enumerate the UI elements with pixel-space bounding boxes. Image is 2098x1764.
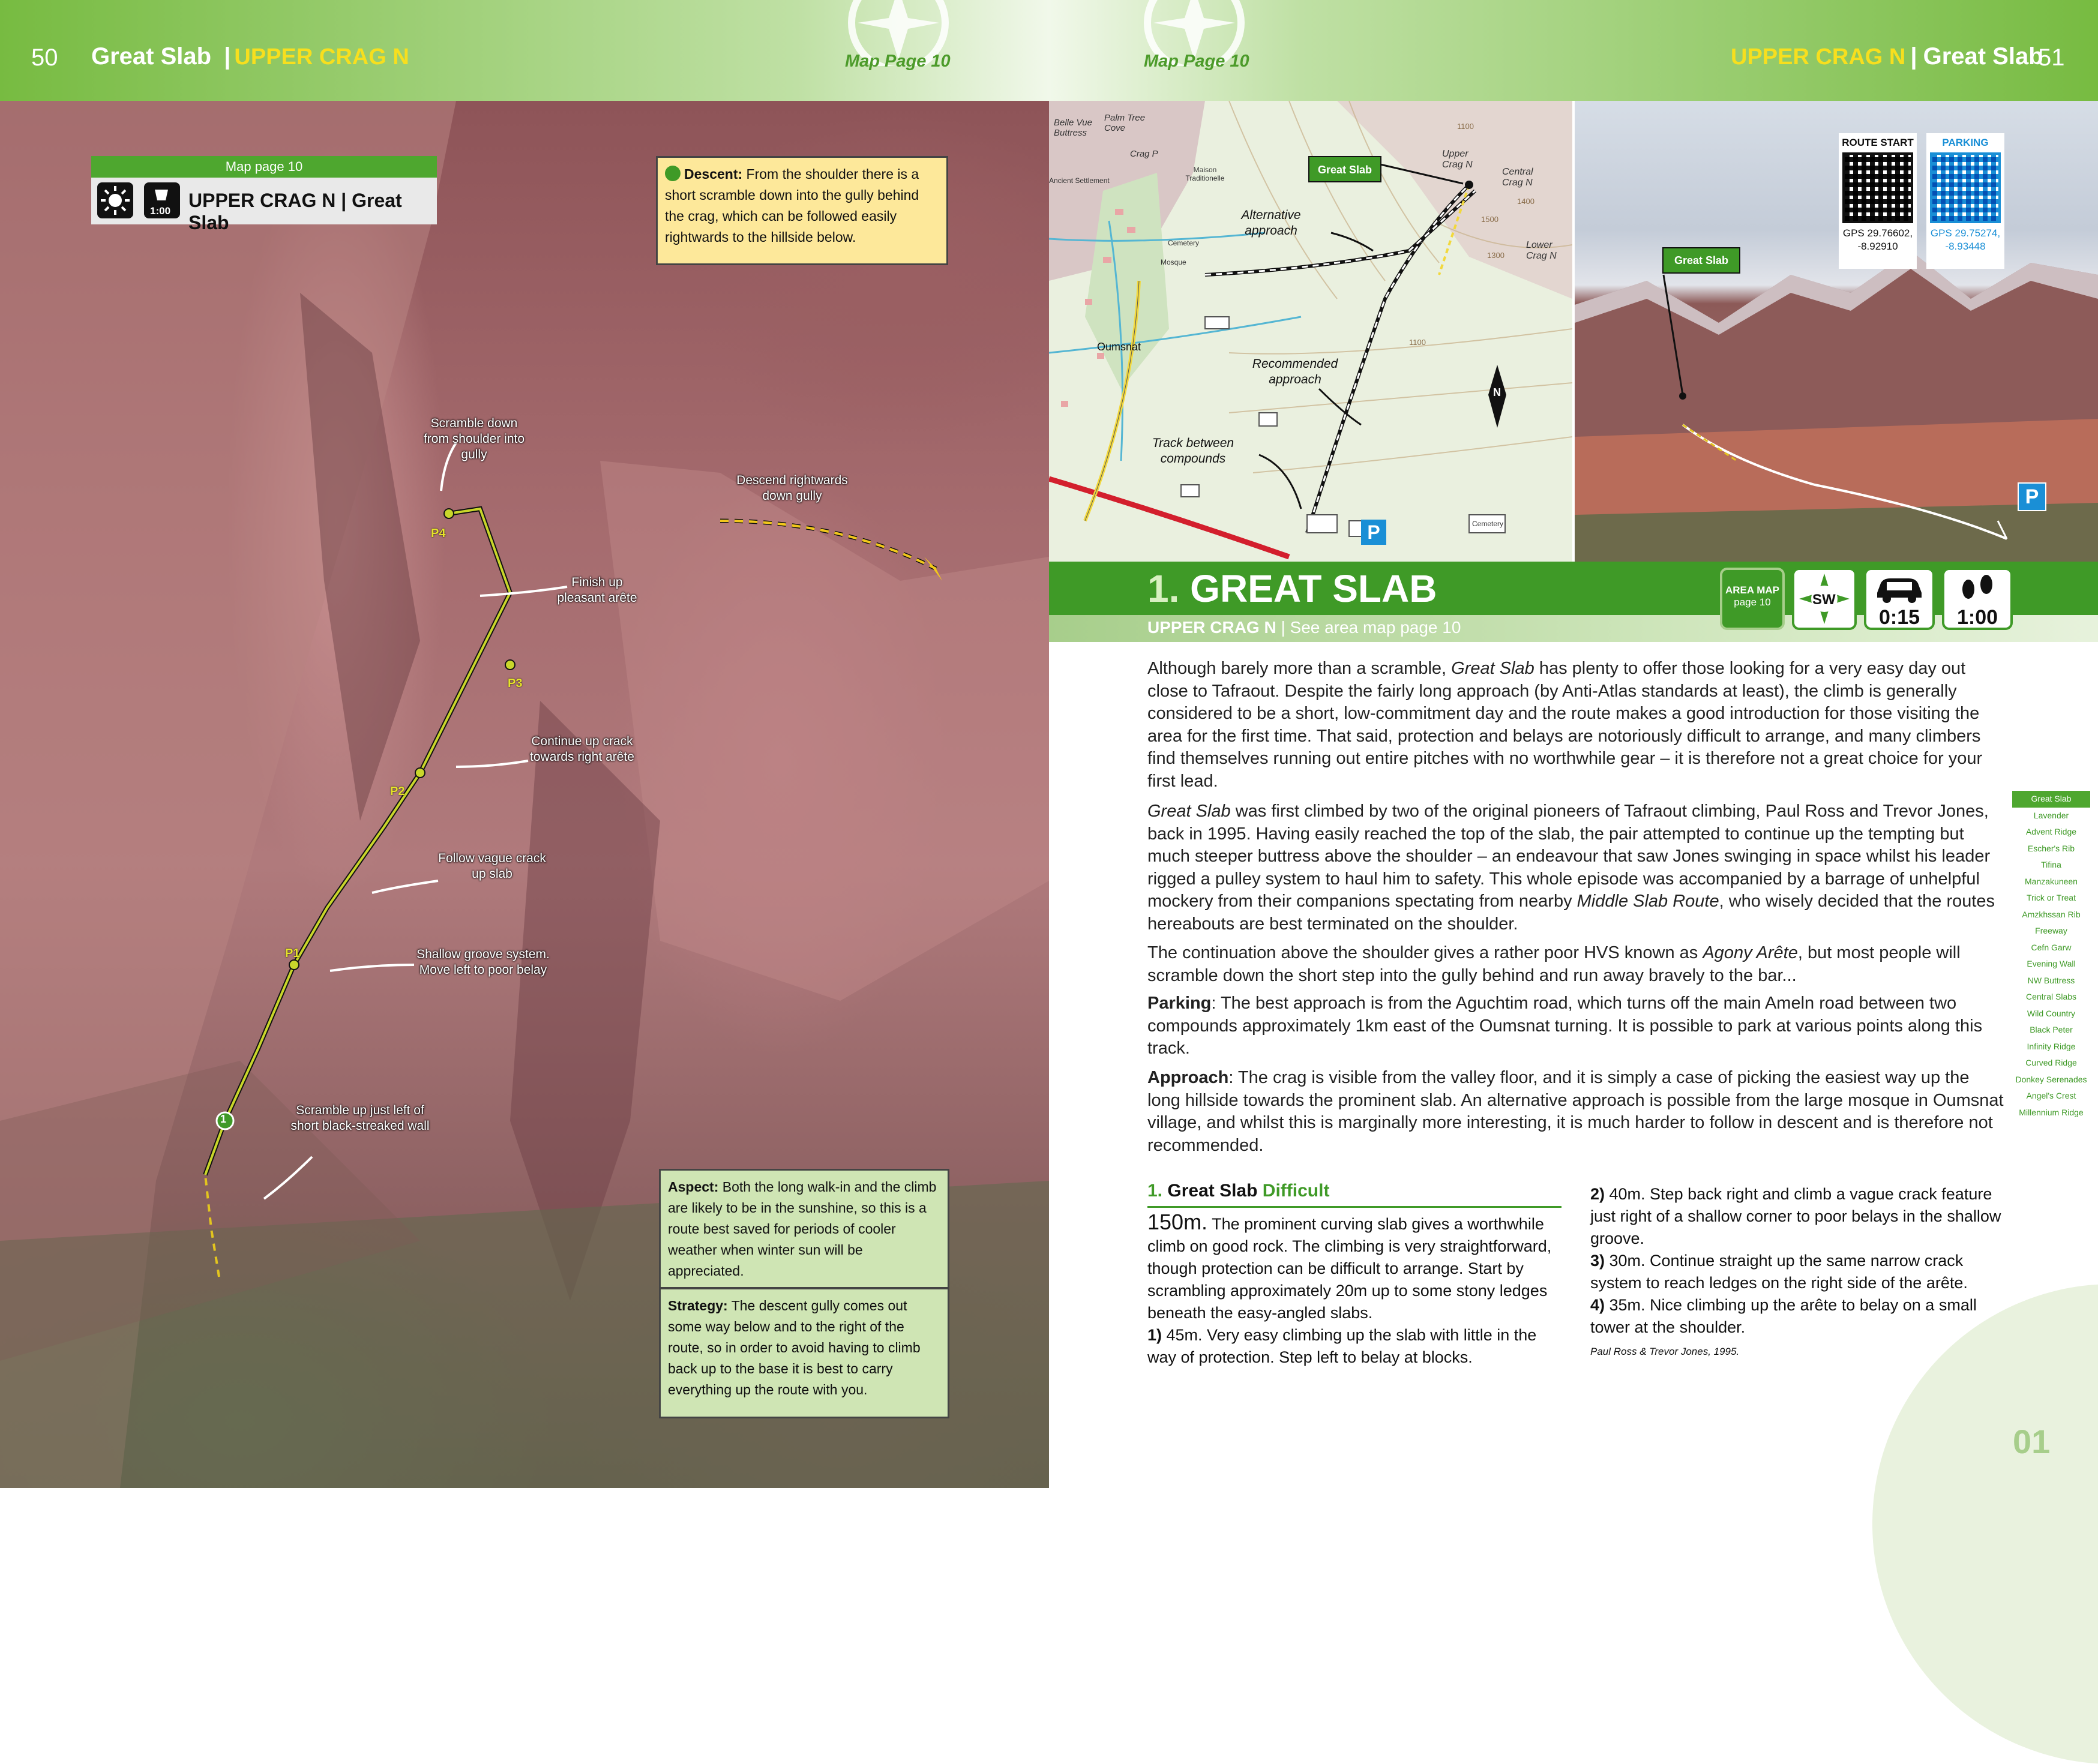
side-index-item[interactable]: Black Peter (2030, 1025, 2073, 1034)
right-header-title: UPPER CRAG N | Great Slab (1731, 43, 2043, 70)
map-track-between: Track between compounds (1152, 436, 1234, 466)
aspect-badge: SW (1792, 568, 1857, 630)
pitch-label-p2: P2 (390, 785, 405, 798)
map-page-link-right[interactable]: Map Page 10 (1144, 52, 1249, 71)
map-place-maison: Maison Traditionelle (1185, 166, 1225, 182)
side-index-item[interactable]: Millennium Ridge (2019, 1107, 2084, 1117)
map-place-cemetery-2: Cemetery (1472, 520, 1504, 528)
map-contour-4: 1500 (1481, 215, 1498, 224)
note-finish-up: Finish up pleasant arête (557, 575, 637, 605)
side-index-item[interactable]: NW Buttress (2027, 975, 2075, 985)
page-header (0, 0, 2098, 101)
approach-paragraph: Approach: The crag is visible from the valley floor, and it is simply a case of picking the easiest way up the long hillside towards the prominent slab. An alternative approach is possible from the large mosque in Oumsnat village, and whilst this is marginally more interesting, it is much harder to follow in descent and is therefore not recommended. (1147, 1068, 2004, 1155)
intro-paragraph: Although barely more than a scramble, Great Slab has plenty to offer those looking for a very easy day out close to Tafraout. Despite the fairly long approach (by Anti-Atlas standards at least), the climb is generally considered to be a short, low-commitment day and the route makes a good introduction for those visiting the area for the first time. That said, protection and belays are notoriously difficult to arrange, and many climbers find themselves running out entire pitches with no worthwhile gear – it is therefore not a great choice for your first lead. (1147, 659, 1983, 791)
map-place-belle-vue: Belle Vue Buttress (1054, 118, 1092, 138)
sun-icon (97, 182, 133, 218)
map-place-oumsnat: Oumsnat (1097, 341, 1141, 353)
map-contour-2: 1300 (1487, 251, 1504, 260)
map-alt-approach: Alternative approach (1241, 208, 1301, 238)
north-arrow-icon: N (1493, 386, 1501, 398)
route-heading: 1. GREAT SLAB (1147, 567, 1437, 610)
descent-icon (665, 166, 681, 181)
route-start-qr-card[interactable]: ROUTE START GPS 29.76602, -8.92910 (1839, 133, 1917, 269)
drive-time-badge: 0:15 (1864, 568, 1935, 630)
qr-code-icon (1842, 152, 1913, 223)
map-rec-approach: Recommended approach (1252, 357, 1338, 386)
car-icon (1866, 570, 1932, 604)
side-index-item[interactable]: Trick or Treat (2027, 893, 2076, 902)
side-index-item[interactable]: Lavender (2033, 810, 2069, 820)
map-place-lower-crag: Lower Crag N (1526, 240, 1557, 261)
side-index-item[interactable]: Curved Ridge (2025, 1058, 2077, 1067)
pitch-label-p3: P3 (508, 677, 523, 690)
map-place-upper-crag: Upper Crag N (1442, 149, 1473, 170)
route-description-left: 150m. The prominent curving slab gives a worthwhile climb on good rock. The climbing is very straightforward, though protection can be difficult to arrange. Start by scrambling approximately 20m up to some stony ledges beneath the easy-angled slabs. 1) 45m. Very easy climbing up the slab with little in the way of protection. Step left to belay at blocks. (1147, 1210, 1552, 1366)
note-scramble-down: Scramble down from shoulder into gully (423, 416, 525, 461)
side-index-item[interactable]: Angel's Crest (2026, 1091, 2076, 1100)
side-index-item[interactable]: Manzakuneen (2025, 876, 2078, 886)
crag-overview-photo (1575, 101, 2098, 562)
map-label-great-slab: Great Slab (1308, 156, 1381, 182)
map-contour-3: 1400 (1517, 197, 1534, 206)
map-contour-5: 1100 (1409, 338, 1426, 347)
side-index-item[interactable]: Freeway (2035, 926, 2067, 935)
side-index-item[interactable]: Tifina (2041, 860, 2061, 869)
map-place-palm-tree: Palm Tree Cove (1104, 113, 1146, 133)
left-header-title: Great Slab | UPPER CRAG N (91, 43, 409, 70)
route-side-index (2012, 791, 2090, 1121)
side-index-item[interactable]: Central Slabs (2025, 992, 2077, 1001)
section-number: 01 (2013, 1423, 2051, 1460)
note-follow-vague: Follow vague crack up slab (438, 851, 546, 881)
route-start-number: 1 (220, 1113, 227, 1125)
left-page-number: 50 (31, 44, 58, 71)
footprints-icon (1944, 570, 2010, 604)
continuation-paragraph: The continuation above the shoulder gives a rather poor HVS known as Agony Arête, but most people will scramble down the short step into the gully behind and run away bravely to the bar... (1147, 943, 1961, 985)
walk-time-badge: 1:00 (1942, 568, 2013, 630)
route-description-right: 2) 40m. Step back right and climb a vague crack feature just right of a shallow corner to poor belays in the shallow groove. 3) 30m. Continue straight up the same narrow crack system to reach ledges on the right side of the arête. 4) 35m. Nice climbing up the arête to belay on a small tower at the shoulder. Paul Ross & Trevor Jones, 1995. (1590, 1185, 2001, 1357)
map-contour-1: 1100 (1457, 122, 1474, 131)
topo-title: UPPER CRAG N | Great Slab (188, 190, 402, 233)
side-index-item[interactable]: Escher's Rib (2027, 843, 2075, 853)
topo-title-bar (91, 178, 437, 233)
topo-map-page-label: Map page 10 (91, 156, 437, 178)
photo-parking-marker: P (2018, 482, 2046, 511)
strategy-box: Strategy: The descent gully comes out some way below and to the right of the route, so in order to avoid having to climb back up to the base it is best to carry everything up the route with you. (659, 1288, 949, 1418)
route-divider (1147, 1206, 1561, 1208)
crag-topo-photo (0, 101, 1049, 1488)
approach-map (1049, 101, 1572, 562)
area-map-badge[interactable]: AREA MAP page 10 (1720, 568, 1785, 630)
route-name-line: 1. Great Slab Difficult (1147, 1181, 1330, 1201)
side-index-item[interactable]: Wild Country (2027, 1008, 2076, 1018)
aspect-box: Aspect: Both the long walk-in and the climb are likely to be in the sunshine, so this is a route best saved for periods of cooler weather when winter sun will be appreciated. (659, 1169, 949, 1289)
map-place-central-crag: Central Crag N (1502, 167, 1533, 188)
map-place-crag-p: Crag P (1130, 149, 1158, 159)
route-subheading: UPPER CRAG N | See area map page 10 (1147, 618, 1461, 637)
note-shallow-groove: Shallow groove system. Move left to poor belay (416, 947, 550, 977)
right-page-number: 51 (2038, 44, 2065, 71)
note-continue-up: Continue up crack towards right arête (530, 734, 634, 764)
descent-box: Descent: From the shoulder there is a short scramble down into the gully behind the crag, which can be followed easily rightwards to the hillside below. (656, 156, 948, 265)
side-index-item[interactable]: Advent Ridge (2025, 827, 2077, 836)
map-place-mosque: Mosque (1161, 258, 1186, 266)
side-index-item[interactable]: Cefn Garw (2031, 942, 2072, 952)
map-place-cemetery-1: Cemetery (1168, 239, 1200, 247)
note-scramble-up: Scramble up just left of short black-streaked wall (290, 1103, 430, 1133)
history-paragraph: Great Slab was first climbed by two of the original pioneers of Tafraout climbing, Paul Ross and Trevor Jones, back in 1995. Having easily reached the top of the slab, the pair attempted to continue up the tempting but much steeper buttress above the shoulder – an endeavour that saw Jones swinging in space whilst his leader rigged a pulley system to haul him to safety. This whole episode was accompanied by a barrage of unhelpful mockery from their companions spectating from nearby Middle Slab Route, who wisely decided that the routes hereabouts are best terminated on the shoulder. (1147, 802, 1995, 934)
map-page-link-left[interactable]: Map Page 10 (845, 52, 951, 71)
map-parking-marker: P (1361, 520, 1386, 545)
side-index-item[interactable]: Evening Wall (2027, 959, 2076, 968)
side-index-item[interactable]: Amzkhssan Rib (2022, 909, 2081, 919)
photo-label-great-slab: Great Slab (1662, 247, 1740, 274)
side-index-item[interactable]: Infinity Ridge (2027, 1041, 2076, 1051)
note-descend-rightwards: Descend rightwards down gully (736, 473, 848, 503)
side-index-item[interactable]: Great Slab (2012, 791, 2090, 808)
walk-time-icon: 1:00 (144, 182, 180, 218)
side-index-item[interactable]: Donkey Serenades (2015, 1074, 2087, 1084)
parking-qr-card[interactable]: PARKING GPS 29.75274, -8.93448 (1926, 133, 2004, 269)
pitch-label-p1: P1 (285, 947, 300, 960)
pitch-label-p4: P4 (431, 527, 446, 540)
parking-paragraph: Parking: The best approach is from the Aguchtim road, which turns off the main Ameln road between two compounds approximately 1km east of the Oumsnat turning. It is possible to park at various points along this track. (1147, 994, 1983, 1058)
qr-code-icon (1930, 152, 2001, 223)
map-place-ancient: Ancient Settlement (1049, 176, 1110, 185)
